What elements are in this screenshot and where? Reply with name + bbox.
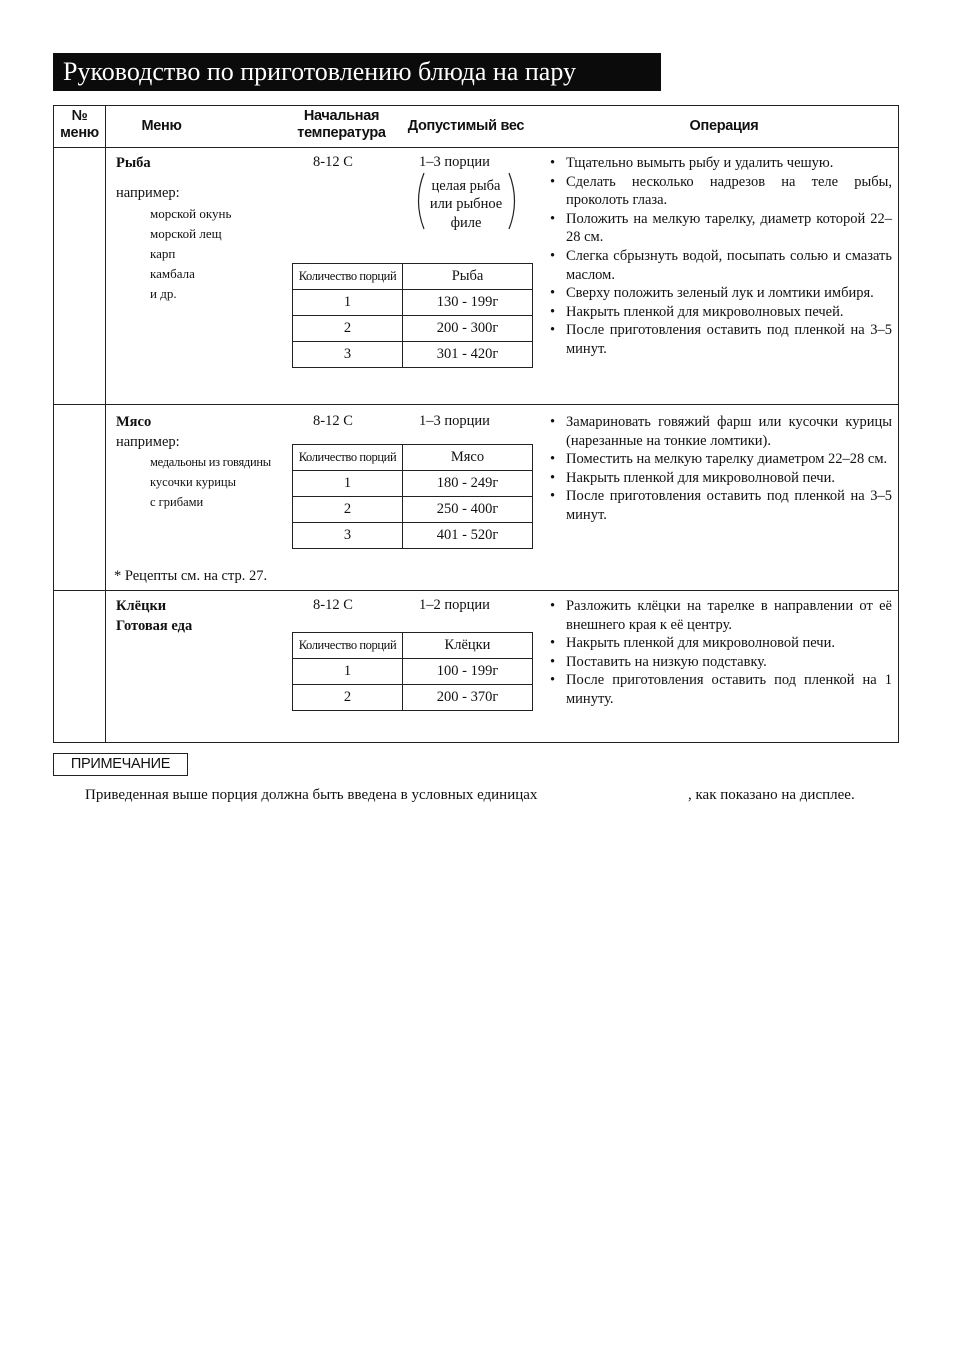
portion-count: 2 [293, 497, 403, 523]
table-row [293, 497, 533, 523]
header-divider [54, 147, 898, 148]
portions: 1–3 порции [419, 413, 490, 429]
sub-header-portions: Количество порций [293, 633, 403, 659]
page-title: Руководство по приготовлению блюда на пару [63, 57, 576, 86]
example-item: с грибами [150, 495, 204, 509]
steam-cooking-table [53, 105, 899, 743]
example-label: например: [116, 185, 180, 201]
example-item: морской лещ [150, 226, 222, 241]
operation-step: • Положить на мелкую тарелку, диаметр которой 22–28 см. [548, 210, 892, 247]
portion-note-line: или рыбное [429, 196, 503, 212]
table-row [293, 471, 533, 497]
menu-name-meat: Мясо [116, 414, 152, 430]
right-parenthesis [507, 172, 521, 230]
portion-count: 2 [293, 316, 403, 342]
sub-header-portions: Количество порций [293, 445, 403, 471]
portion-note-line: целая рыба [431, 178, 501, 194]
portion-note-line: филе [450, 215, 482, 231]
operation-step: • Слегка сбрызнуть водой, посыпать солью и смазать маслом. [548, 247, 892, 284]
weight-range: 301 - 420г [403, 342, 533, 368]
operation-step: • После приготовления оставить под пленкой на 3–5 минут. [548, 487, 892, 524]
weight-range: 250 - 400г [403, 497, 533, 523]
portion-count: 2 [293, 685, 403, 711]
example-item: кусочки курицы [150, 475, 236, 489]
table-row [293, 342, 533, 368]
operation-step: • Тщательно вымыть рыбу и удалить чешую. [548, 154, 892, 173]
operation-step: • После приготовления оставить под пленкой на 1 минуту. [548, 671, 892, 708]
table-row [293, 316, 533, 342]
sub-header-item: Клёцки [403, 633, 533, 659]
portion-count: 3 [293, 342, 403, 368]
example-label: например: [116, 434, 180, 450]
portions: 1–2 порции [419, 597, 490, 613]
menu-subtitle: Готовая еда [116, 618, 193, 634]
header-operation: Операция [689, 118, 759, 134]
table-row [293, 290, 533, 316]
operation-step: • Сверху положить зеленый лук и ломтики имбиря. [548, 284, 892, 303]
start-temp: 8-12 C [313, 154, 353, 170]
fish-weight-table [292, 263, 533, 368]
portions: 1–3 порции [419, 154, 490, 170]
weight-range: 180 - 249г [403, 471, 533, 497]
header-start-temp: Начальная температура [297, 108, 386, 141]
dumplings-weight-table [292, 632, 533, 711]
note-text-end: , как показано на дисплее. [688, 787, 855, 803]
header-weight: Допустимый вес [407, 118, 525, 134]
example-item: камбала [150, 266, 195, 281]
table-row [293, 659, 533, 685]
weight-range: 401 - 520г [403, 523, 533, 549]
start-temp: 8-12 C [313, 413, 353, 429]
recipe-footnote: * Рецепты см. на стр. 27. [114, 568, 268, 584]
menu-name-fish: Рыба [116, 155, 151, 171]
operation-step: • Разложить клёцки на тарелке в направлении от её внешнего края к её центру. [548, 597, 892, 634]
row-divider [54, 590, 898, 591]
sub-header-item: Рыба [403, 264, 533, 290]
start-temp: 8-12 C [313, 597, 353, 613]
example-item: медальоны из говядины [150, 455, 271, 469]
operations-list [548, 413, 892, 525]
table-row [293, 523, 533, 549]
operation-step: • Накрыть пленкой для микроволновой печи. [548, 634, 892, 653]
note-text: Приведенная выше порция должна быть введена в условных единицах [85, 787, 538, 803]
example-item: морской окунь [150, 206, 232, 221]
table-row [293, 685, 533, 711]
title-bar [53, 53, 661, 91]
portion-count: 1 [293, 659, 403, 685]
example-item: карп [150, 246, 176, 261]
portion-count: 3 [293, 523, 403, 549]
row-divider [54, 404, 898, 405]
operations-list [548, 154, 892, 359]
sub-header-portions: Количество порций [293, 264, 403, 290]
operation-step: • Накрыть пленкой для микроволновой печи. [548, 469, 892, 488]
example-item: и др. [150, 286, 177, 301]
menu-name-dumplings: Клёцки [116, 598, 167, 614]
weight-range: 200 - 300г [403, 316, 533, 342]
meat-weight-table [292, 444, 533, 549]
sub-header-item: Мясо [403, 445, 533, 471]
operation-step: • Замариновать говяжий фарш или кусочки курицы (нарезанные на тонкие ломтики). [548, 413, 892, 450]
operation-step: • Поместить на мелкую тарелку диаметром 22–28 см. [548, 450, 892, 469]
operation-step: • Накрыть пленкой для микроволновых печей. [548, 303, 892, 322]
portion-count: 1 [293, 290, 403, 316]
weight-range: 200 - 370г [403, 685, 533, 711]
header-menu-no: № меню [60, 108, 99, 141]
header-menu: Меню [141, 118, 182, 134]
weight-range: 130 - 199г [403, 290, 533, 316]
operations-list [548, 597, 892, 709]
portion-count: 1 [293, 471, 403, 497]
operation-step: • Поставить на низкую подставку. [548, 653, 892, 672]
operation-step: • Сделать несколько надрезов на теле рыбы, проколоть глаза. [548, 173, 892, 210]
note-label: ПРИМЕЧАНИЕ [53, 753, 188, 776]
weight-range: 100 - 199г [403, 659, 533, 685]
operation-step: • После приготовления оставить под пленкой на 3–5 минут. [548, 321, 892, 358]
column-divider [105, 106, 106, 742]
